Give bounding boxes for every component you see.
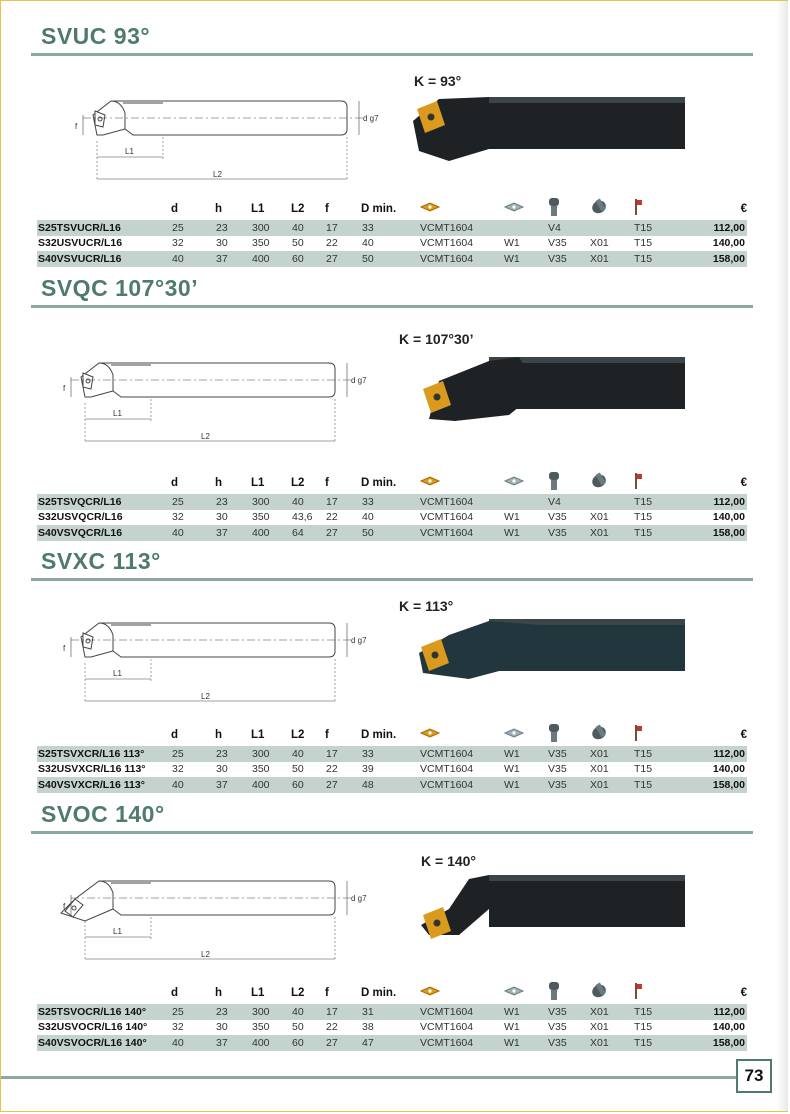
- f-label: f: [63, 902, 66, 911]
- cell-dmin: 33: [361, 494, 419, 510]
- cell-price: 112,00: [679, 746, 747, 762]
- l2-label: L2: [201, 692, 210, 701]
- cell-h: 23: [215, 220, 251, 236]
- cell-price: 158,00: [679, 251, 747, 267]
- shank-body: [489, 97, 685, 149]
- spec-row: [37, 510, 747, 526]
- cell-price: 158,00: [679, 777, 747, 793]
- cell-d: 32: [172, 1021, 184, 1034]
- cell-L1: 400: [251, 1035, 291, 1051]
- cell-L2: 40: [291, 494, 325, 510]
- cell-insert: VCMT1604: [419, 746, 503, 762]
- cell-price: 158,00: [679, 1035, 747, 1051]
- cell-d: 40: [171, 777, 215, 793]
- cell-screw: V35: [548, 1021, 567, 1034]
- cell-insert: VCMT1604: [419, 251, 503, 267]
- shim-icon: [503, 727, 525, 742]
- product-section: [1, 801, 781, 1051]
- key-icon: [633, 724, 643, 745]
- cell-shim-screw: X01: [589, 525, 633, 541]
- cell-code: S25TSVXCR/L16 113°: [37, 746, 171, 762]
- spec-table: [37, 471, 747, 541]
- spec-header-row: [37, 981, 747, 1004]
- column-header: D min.: [361, 986, 397, 999]
- cell-shim-screw: X01: [590, 511, 609, 524]
- cell-h: 30: [216, 1021, 228, 1034]
- cell-code: S40VSVXCR/L16 113°: [37, 777, 171, 793]
- code-header: [37, 981, 171, 1004]
- cell-d: 40: [171, 251, 215, 267]
- section-title: SVQC 107°30’: [41, 275, 199, 301]
- cell-dmin: 50: [361, 251, 419, 267]
- cell-screw: V35: [547, 1035, 589, 1051]
- cell-L2: 40: [291, 220, 325, 236]
- cell-screw: V35: [547, 251, 589, 267]
- spec-row: [37, 1035, 747, 1051]
- cell-code: S40VSVUCR/L16: [37, 251, 171, 267]
- d-label: d g7: [363, 114, 379, 123]
- cell-screw: V4: [547, 220, 589, 236]
- product-section: [1, 548, 781, 798]
- shim-screw-icon: [589, 472, 609, 493]
- spec-table: [37, 723, 747, 793]
- cell-dmin: 50: [361, 525, 419, 541]
- cell-key: T15: [633, 525, 679, 541]
- spec-row: [37, 777, 747, 793]
- shank-body: [489, 875, 685, 927]
- cell-h: 23: [215, 746, 251, 762]
- product-section: [1, 275, 781, 539]
- column-header: D min.: [361, 728, 397, 741]
- f-label: f: [75, 122, 78, 131]
- cell-price: 158,00: [679, 525, 747, 541]
- insert-icon-header: [419, 981, 503, 1004]
- cell-f: 27: [325, 525, 361, 541]
- cell-L1: 400: [251, 251, 291, 267]
- cell-f: 27: [325, 1035, 361, 1051]
- cell-code: S32USVXCR/L16 113°: [38, 763, 146, 776]
- column-header: d: [171, 986, 179, 999]
- section-rule: [31, 831, 753, 834]
- l2-label: L2: [201, 432, 210, 441]
- tool-technical-drawing: [51, 869, 371, 979]
- cell-code: S32USVUCR/L16: [38, 237, 123, 250]
- cell-dmin: 31: [361, 1004, 419, 1020]
- shim-icon-header: [503, 723, 547, 746]
- column-header: L1: [251, 728, 265, 741]
- cell-h: 23: [215, 1004, 251, 1020]
- cell-shim-screw: X01: [590, 237, 609, 250]
- cell-shim-screw: X01: [589, 1004, 633, 1020]
- cell-dmin: 39: [362, 763, 374, 776]
- cell-screw: V35: [547, 1004, 589, 1020]
- k-angle-label: K = 93°: [414, 73, 462, 89]
- cell-d: 25: [171, 220, 215, 236]
- screw-icon-header: [547, 471, 589, 494]
- cell-code: S25TSVUCR/L16: [37, 220, 171, 236]
- cell-L2: 50: [292, 763, 304, 776]
- currency-header: €: [740, 986, 747, 999]
- cell-L1: 400: [251, 525, 291, 541]
- spec-row: [37, 220, 747, 236]
- cell-insert: VCMT1604: [420, 763, 474, 776]
- cell-code: S25TSVOCR/L16 140°: [37, 1004, 171, 1020]
- section-rule: [31, 578, 753, 581]
- section-rule: [31, 53, 753, 56]
- l2-label: L2: [213, 170, 222, 179]
- cell-key: T15: [633, 220, 679, 236]
- cell-h: 30: [216, 763, 228, 776]
- cell-key: T15: [633, 1004, 679, 1020]
- cell-screw: V4: [547, 494, 589, 510]
- cell-d: 25: [171, 1004, 215, 1020]
- cell-d: 32: [172, 511, 184, 524]
- column-header: f: [325, 728, 329, 741]
- cell-price: 112,00: [679, 494, 747, 510]
- screw-icon-header: [547, 723, 589, 746]
- f-label: f: [63, 644, 66, 653]
- cell-screw: V35: [547, 525, 589, 541]
- shim-screw-icon: [589, 198, 609, 219]
- key-icon: [633, 982, 643, 1003]
- cell-shim: W1: [503, 525, 547, 541]
- spec-table: [37, 197, 747, 267]
- key-icon: [633, 198, 643, 219]
- column-header: D min.: [361, 202, 397, 215]
- k-angle-label: K = 140°: [421, 853, 477, 869]
- insert-icon-header: [419, 723, 503, 746]
- code-header: [37, 197, 171, 220]
- cell-code: S40VSVOCR/L16 140°: [37, 1035, 171, 1051]
- code-header: [37, 471, 171, 494]
- insert-icon-header: [419, 471, 503, 494]
- spec-row: [37, 762, 747, 778]
- spec-row: [37, 1020, 747, 1036]
- l1-label: L1: [125, 147, 134, 156]
- cell-shim-screw: X01: [589, 777, 633, 793]
- column-header: h: [215, 728, 223, 741]
- column-header: D min.: [361, 476, 397, 489]
- code-header: [37, 723, 171, 746]
- shim-screw-icon: [589, 724, 609, 745]
- screw-icon: [547, 723, 561, 746]
- cell-insert: VCMT1604: [420, 1021, 474, 1034]
- cell-code: S32USVQCR/L16: [38, 511, 123, 524]
- d-label: d g7: [351, 636, 367, 645]
- cell-L2: 40: [291, 746, 325, 762]
- cell-price: 112,00: [679, 1004, 747, 1020]
- page-number: 73: [736, 1059, 772, 1093]
- cell-key: T15: [634, 511, 653, 524]
- tool-photo: [409, 91, 689, 191]
- insert-icon: [419, 985, 441, 1000]
- cell-dmin: 33: [361, 220, 419, 236]
- cell-shim: W1: [504, 1021, 520, 1034]
- cell-shim-screw: X01: [590, 1021, 609, 1034]
- shim-icon-header: [503, 197, 547, 220]
- column-header: h: [215, 476, 223, 489]
- cell-L1: 300: [251, 1004, 291, 1020]
- tool-photo: [409, 351, 689, 451]
- insert-icon: [419, 727, 441, 742]
- cell-dmin: 48: [361, 777, 419, 793]
- cell-h: 37: [215, 1035, 251, 1051]
- key-icon: [633, 472, 643, 493]
- cell-d: 32: [172, 237, 184, 250]
- section-title: SVOC 140°: [41, 801, 165, 827]
- cell-price: 140,00: [712, 511, 745, 524]
- cell-dmin: 33: [361, 746, 419, 762]
- cell-L1: 350: [252, 1021, 270, 1034]
- currency-header: €: [740, 476, 747, 489]
- cell-key: T15: [634, 237, 653, 250]
- cell-L1: 300: [251, 220, 291, 236]
- column-header: L2: [291, 728, 305, 741]
- l1-label: L1: [113, 927, 122, 936]
- cell-shim: W1: [503, 1035, 547, 1051]
- shim-icon: [503, 985, 525, 1000]
- column-header: d: [171, 728, 179, 741]
- tool-photo: [409, 869, 689, 969]
- cell-code: S25TSVQCR/L16: [37, 494, 171, 510]
- cell-insert: VCMT1604: [420, 237, 474, 250]
- spec-row: [37, 251, 747, 267]
- insert-icon: [419, 201, 441, 216]
- cell-h: 37: [215, 525, 251, 541]
- screw-icon: [547, 471, 561, 494]
- cell-L1: 400: [251, 777, 291, 793]
- cell-L2: 50: [292, 237, 304, 250]
- cell-dmin: 40: [362, 511, 374, 524]
- cell-insert: VCMT1604: [419, 494, 503, 510]
- spec-row: [37, 525, 747, 541]
- cell-d: 25: [171, 746, 215, 762]
- spec-header-row: [37, 471, 747, 494]
- cell-insert: VCMT1604: [419, 220, 503, 236]
- cell-L1: 300: [251, 746, 291, 762]
- cell-shim: W1: [504, 763, 520, 776]
- cell-key: T15: [633, 777, 679, 793]
- cell-code: S40VSVQCR/L16: [37, 525, 171, 541]
- cell-L2: 60: [291, 251, 325, 267]
- screw-icon: [547, 981, 561, 1004]
- cell-d: 32: [172, 763, 184, 776]
- key-icon-header: [633, 723, 679, 746]
- column-header: f: [325, 202, 329, 215]
- cell-shim: [503, 220, 547, 236]
- spec-row: [37, 1004, 747, 1020]
- cell-L1: 350: [252, 763, 270, 776]
- shim-icon-header: [503, 471, 547, 494]
- l2-label: L2: [201, 950, 210, 959]
- cell-f: 17: [325, 746, 361, 762]
- cell-price: 112,00: [679, 220, 747, 236]
- currency-header: €: [740, 202, 747, 215]
- k-angle-label: K = 107°30’: [399, 331, 474, 347]
- cell-shim: W1: [504, 237, 520, 250]
- cell-dmin: 47: [361, 1035, 419, 1051]
- k-angle-label: K = 113°: [399, 598, 454, 614]
- cell-h: 37: [215, 251, 251, 267]
- column-header: h: [215, 986, 223, 999]
- cell-key: T15: [633, 494, 679, 510]
- cell-f: 27: [325, 777, 361, 793]
- column-header: L1: [251, 986, 265, 999]
- cell-screw: V35: [548, 237, 567, 250]
- column-header: h: [215, 202, 223, 215]
- l1-label: L1: [113, 409, 122, 418]
- cell-L1: 350: [252, 511, 270, 524]
- column-header: L1: [251, 202, 265, 215]
- cell-screw: V35: [548, 511, 567, 524]
- cell-shim-screw: X01: [589, 1035, 633, 1051]
- bottom-rule: [1, 1076, 736, 1079]
- insert-icon: [419, 475, 441, 490]
- cell-h: 30: [216, 237, 228, 250]
- key-icon-header: [633, 197, 679, 220]
- cell-key: T15: [634, 763, 653, 776]
- cell-shim-screw: X01: [590, 763, 609, 776]
- column-header: L2: [291, 202, 305, 215]
- shim-screw-icon-header: [589, 471, 633, 494]
- cell-shim-screw: [589, 220, 633, 236]
- cell-key: T15: [634, 1021, 653, 1034]
- shim-screw-icon-header: [589, 981, 633, 1004]
- cell-shim: W1: [503, 251, 547, 267]
- column-header: d: [171, 202, 179, 215]
- section-rule: [31, 305, 753, 308]
- tool-technical-drawing: [51, 611, 371, 721]
- cell-shim: [503, 494, 547, 510]
- cell-L2: 64: [291, 525, 325, 541]
- l1-label: L1: [113, 669, 122, 678]
- cell-price: 140,00: [712, 763, 745, 776]
- tool-photo: [409, 613, 689, 713]
- cell-key: T15: [633, 1035, 679, 1051]
- shim-screw-icon: [589, 982, 609, 1003]
- d-label: d g7: [351, 376, 367, 385]
- cell-L2: 40: [291, 1004, 325, 1020]
- cell-f: 17: [325, 494, 361, 510]
- shim-icon: [503, 201, 525, 216]
- cell-f: 22: [326, 511, 338, 524]
- cell-key: T15: [633, 251, 679, 267]
- f-label: f: [63, 384, 66, 393]
- cell-shim: W1: [504, 511, 520, 524]
- key-icon-header: [633, 981, 679, 1004]
- cell-price: 140,00: [712, 237, 745, 250]
- shim-screw-icon-header: [589, 723, 633, 746]
- cell-h: 23: [215, 494, 251, 510]
- cell-price: 140,00: [712, 1021, 745, 1034]
- cell-f: 17: [325, 220, 361, 236]
- spec-row: [37, 494, 747, 510]
- cell-shim: W1: [503, 777, 547, 793]
- column-header: f: [325, 476, 329, 489]
- cell-d: 40: [171, 1035, 215, 1051]
- spec-header-row: [37, 723, 747, 746]
- cell-screw: V35: [548, 763, 567, 776]
- cell-insert: VCMT1604: [420, 511, 474, 524]
- spec-row: [37, 746, 747, 762]
- cell-f: 17: [325, 1004, 361, 1020]
- shim-screw-icon-header: [589, 197, 633, 220]
- tool-technical-drawing: [63, 89, 383, 199]
- cell-insert: VCMT1604: [419, 1004, 503, 1020]
- column-header: L1: [251, 476, 265, 489]
- section-title: SVXC 113°: [41, 548, 161, 574]
- shim-icon-header: [503, 981, 547, 1004]
- key-icon-header: [633, 471, 679, 494]
- cell-L2: 60: [291, 1035, 325, 1051]
- spec-header-row: [37, 197, 747, 220]
- cell-L1: 300: [251, 494, 291, 510]
- shim-icon: [503, 475, 525, 490]
- product-section: [1, 23, 781, 273]
- screw-icon: [547, 197, 561, 220]
- cell-f: 22: [326, 1021, 338, 1034]
- screw-icon-header: [547, 981, 589, 1004]
- cell-L1: 350: [252, 237, 270, 250]
- currency-header: €: [740, 728, 747, 741]
- tool-technical-drawing: [51, 351, 371, 461]
- column-header: d: [171, 476, 179, 489]
- cell-shim: W1: [503, 1004, 547, 1020]
- cell-h: 30: [216, 511, 228, 524]
- cell-dmin: 40: [362, 237, 374, 250]
- cell-f: 22: [326, 763, 338, 776]
- column-header: f: [325, 986, 329, 999]
- spec-table: [37, 981, 747, 1051]
- cell-f: 27: [325, 251, 361, 267]
- cell-f: 22: [326, 237, 338, 250]
- screw-icon-header: [547, 197, 589, 220]
- cell-h: 37: [215, 777, 251, 793]
- cell-insert: VCMT1604: [419, 525, 503, 541]
- cell-key: T15: [633, 746, 679, 762]
- cell-screw: V35: [547, 777, 589, 793]
- column-header: L2: [291, 476, 305, 489]
- d-label: d g7: [351, 894, 367, 903]
- cell-dmin: 38: [362, 1021, 374, 1034]
- cell-screw: V35: [547, 746, 589, 762]
- cell-L2: 60: [291, 777, 325, 793]
- cell-L2: 50: [292, 1021, 304, 1034]
- cell-code: S32USVOCR/L16 140°: [38, 1021, 148, 1034]
- insert-icon-header: [419, 197, 503, 220]
- cell-shim-screw: X01: [589, 746, 633, 762]
- cell-L2: 43,6: [292, 511, 313, 524]
- cell-shim: W1: [503, 746, 547, 762]
- cell-shim-screw: [589, 494, 633, 510]
- cell-d: 40: [171, 525, 215, 541]
- cell-d: 25: [171, 494, 215, 510]
- spec-row: [37, 236, 747, 252]
- cell-insert: VCMT1604: [419, 1035, 503, 1051]
- cell-insert: VCMT1604: [419, 777, 503, 793]
- column-header: L2: [291, 986, 305, 999]
- cell-shim-screw: X01: [589, 251, 633, 267]
- section-title: SVUC 93°: [41, 23, 151, 49]
